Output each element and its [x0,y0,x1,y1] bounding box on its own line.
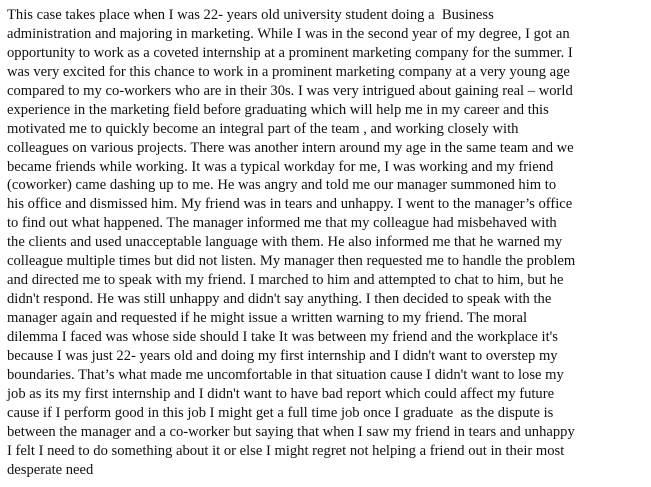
text-line: I felt I need to do something about it or else I might regret not helping a friend out in their most [7,442,565,459]
text-line: desperate need [7,461,94,478]
text-line: didn't respond. He was still unhappy and didn't say anything. I then decided to speak with the [7,291,552,308]
text-line: colleagues on various projects. There was another intern around my age in the same team and we [7,139,574,156]
text-line: job as its my first internship and I didn't want to have bad report which could affect my future [7,385,555,402]
text-line: and directed me to speak with my friend. I marched to him and attempted to chat to him, but he [7,272,564,289]
text-line: boundaries. That’s what made me uncomfortable in that situation cause I didn't want to lose my [7,366,564,383]
text-line: opportunity to work as a coveted internship at a prominent marketing company for the summer. I [7,44,573,61]
text-line: to find out what happened. The manager informed me that my colleague had misbehaved with [7,215,557,232]
text-line: This case takes place when I was 22- years old university student doing a Business [7,7,494,23]
text-line: was very excited for this chance to work in a prominent marketing company at a very young age [7,63,570,80]
text-line: cause if I perform good in this job I might get a full time job once I graduate as the dispute is [7,404,554,421]
text-line: experience in the marketing field before graduating which will help me in my career and this [7,101,549,118]
text-line: dilemma I faced was whose side should I take It was between my friend and the workplace it's [7,328,558,345]
text-line: because I was just 22- years old and doing my first internship and I didn't want to overstep my [7,347,558,364]
text-line: motivated me to quickly become an integral part of the team , and working closely with [7,120,519,137]
text-line: colleague multiple times but did not listen. My manager then requested me to handle the problem [7,253,576,270]
text-line: administration and majoring in marketing. While I was in the second year of my degree, I got an [7,25,570,42]
text-line: compared to my co-workers who are in their 30s. I was very intrigued about gaining real – world [7,82,573,99]
text-line: the clients and used unacceptable language with them. He also informed me that he warned my [7,234,563,251]
text-line: his office and dismissed him. My friend was in tears and unhappy. I went to the manager’s office [7,196,573,213]
text-line: (coworker) came dashing up to me. He was angry and told me our manager summoned him to [7,177,557,194]
text-line: between the manager and a co-worker but saying that when I saw my friend in tears and unhappy [7,423,575,440]
paragraph [7,6,647,479]
text-line: became friends while working. It was a typical workday for me, I was working and my friend [7,158,554,175]
text-line: manager again and requested if he might issue a written warning to my friend. The moral [7,310,528,326]
document-body [7,6,647,479]
